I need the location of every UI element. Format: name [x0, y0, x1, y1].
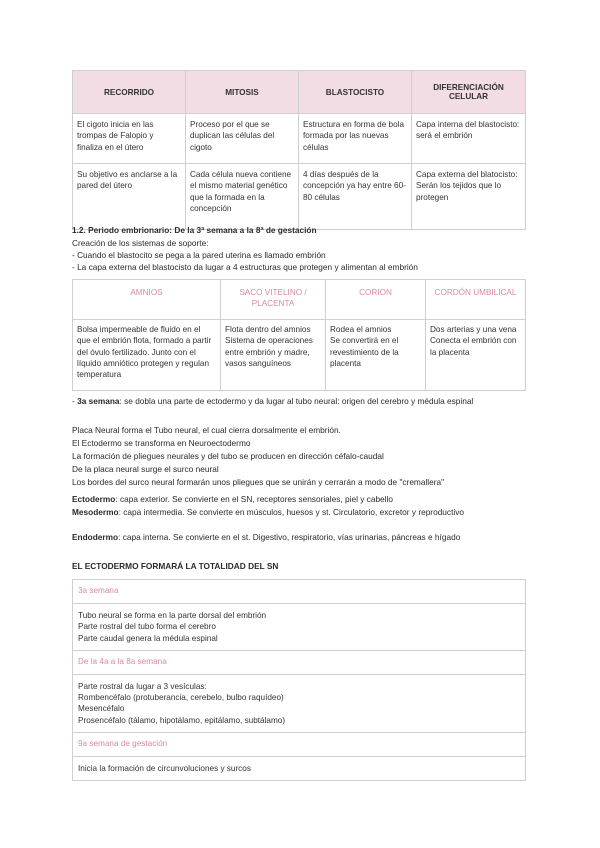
cell-line: Prosencéfalo (tálamo, hipotálamo, epitálamo, subtálamo)	[78, 715, 286, 725]
section-line: - Cuando el blastocito se pega a la pared uterina es llamado embrión	[72, 250, 326, 260]
cell-line: Parte caudal genera la médula espinal	[78, 633, 218, 643]
table-header-row	[73, 280, 526, 320]
table-cell	[73, 674, 526, 732]
bullet-prefix: -	[72, 396, 78, 406]
table-sn-development	[72, 579, 526, 781]
table-row	[73, 733, 526, 757]
section-title: 1.2. Periodo embrionario: De la 3ª semana a la 8ª de gestación	[72, 225, 317, 235]
table-cell: El cigoto inicia en las trompas de Falopio y finaliza en el útero	[73, 114, 186, 164]
table-cell	[73, 604, 526, 651]
header-cordon: CORDÓN UMBILICAL	[426, 280, 526, 320]
table-row	[73, 164, 526, 230]
header-corion: CORION	[326, 280, 426, 320]
table-cell: Flota dentro del amnios Sistema de operaciones entre embrión y madre, vasos sanguíneos	[221, 320, 326, 391]
section-line: Creación de los sistemas de soporte:	[72, 238, 209, 248]
table-cell: Bolsa impermeable de fluido en el que el embrión flota, formado a partir del óvulo fertilizado. Junto con el líquido amniótico protegen y regulan temperatura	[73, 320, 221, 391]
header-amnios: AMNIOS	[73, 280, 221, 320]
table-row	[73, 650, 526, 674]
table-cell: Rodea el amnios Se convertirá en el revestimiento de la placenta	[326, 320, 426, 391]
header-mitosis: MITOSIS	[186, 71, 299, 114]
header-recorrido: RECORRIDO	[73, 71, 186, 114]
section-line: - La capa externa del blastocisto da lugar a 4 estructuras que protegen y alimentan al embrión	[72, 262, 418, 272]
layer-term: Endodermo	[72, 532, 119, 542]
cell-line: Rombencéfalo (protuberancia, cerebelo, bulbo raquídeo)	[78, 693, 284, 703]
table-row	[73, 580, 526, 604]
cell-line: Inicia la formación de circunvoluciones y surcos	[78, 764, 251, 774]
paragraph-line: La formación de pliegues neurales y del tubo se producen en dirección céfalo-caudal	[72, 451, 384, 461]
table-header-row	[73, 71, 526, 114]
cell-line: Tubo neural se forma en la parte dorsal del embrión	[78, 611, 267, 620]
week3-text: : se dobla una parte de ectodermo y da lugar al tubo neural: origen del cerebro y médula espinal	[119, 396, 474, 406]
layer-term: Ectodermo	[72, 494, 116, 504]
table-cell: Proceso por el que se duplican las células del cigoto	[186, 114, 299, 164]
table-embryo-stages	[72, 70, 526, 230]
row-header-3a-semana: 3a semana	[73, 580, 526, 604]
table-cell: Estructura en forma de bola formada por las nuevas células	[299, 114, 412, 164]
row-header-4a-8a-semana: De la 4a a la 8a semana	[73, 650, 526, 674]
paragraph-line: Placa Neural forma el Tubo neural, el cual cierra dorsalmente el embrión.	[72, 425, 341, 435]
layer-ectodermo	[72, 493, 527, 505]
table-row	[73, 757, 526, 781]
table-row	[73, 320, 526, 391]
layer-endodermo	[72, 531, 527, 543]
cell-line: Mesencéfalo	[78, 704, 125, 714]
table-cell: 4 días después de la concepción ya hay entre 60-80 células	[299, 164, 412, 230]
ectodermo-title: EL ECTODERMO FORMARÁ LA TOTALIDAD DEL SN	[72, 561, 279, 571]
table-cell: Dos arterias y una vena Conecta el embrión con la placenta	[426, 320, 526, 391]
paragraph-line: Los bordes del surco neural formarán unos pliegues que se unirán y cerrarán a modo de "cremallera"	[72, 477, 445, 487]
week3-note	[72, 395, 527, 407]
cell-line: Parte rostral del tubo forma el cerebro	[78, 622, 216, 632]
table-row	[73, 114, 526, 164]
table-structures	[72, 279, 526, 391]
week3-term: 3a semana	[77, 396, 120, 406]
table-cell: Cada célula nueva contiene el mismo material genético que la formada en la concepción	[186, 164, 299, 230]
table-cell	[73, 757, 526, 781]
layer-term: Mesodermo	[72, 507, 119, 517]
paragraph-line: De la placa neural surge el surco neural	[72, 464, 219, 474]
table-cell: Su objetivo es anclarse a la pared del útero	[73, 164, 186, 230]
layer-text: : capa intermedia. Se convierte en músculos, huesos y st. Circulatorio, excretor y reproductivo	[118, 507, 464, 517]
layer-text: : capa interna. Se convierte en el st. Digestivo, respiratorio, vías urinarias, páncreas e hígado	[118, 532, 461, 542]
table-cell: Capa externa del blatocisto: Serán los tejidos que lo protegen	[412, 164, 526, 230]
layer-mesodermo	[72, 506, 527, 518]
paragraph-line: El Ectodermo se transforma en Neuroectodermo	[72, 438, 251, 448]
table-row	[73, 674, 526, 732]
row-header-9a-semana: 9a semana de gestación	[73, 733, 526, 757]
cell-line: Parte rostral da lugar a 3 vesículas:	[78, 681, 207, 691]
table-row	[73, 604, 526, 651]
header-saco-vitelino: SACO VITELINO / PLACENTA	[221, 280, 326, 320]
header-blastocisto: BLASTOCISTO	[299, 71, 412, 114]
header-diferenciacion: DIFERENCIACIÓN CELULAR	[412, 71, 526, 114]
layer-text: : capa exterior. Se convierte en el SN, receptores sensoriales, piel y cabello	[115, 494, 393, 504]
table-cell: Capa interna del blastocisto: será el embrión	[412, 114, 526, 164]
